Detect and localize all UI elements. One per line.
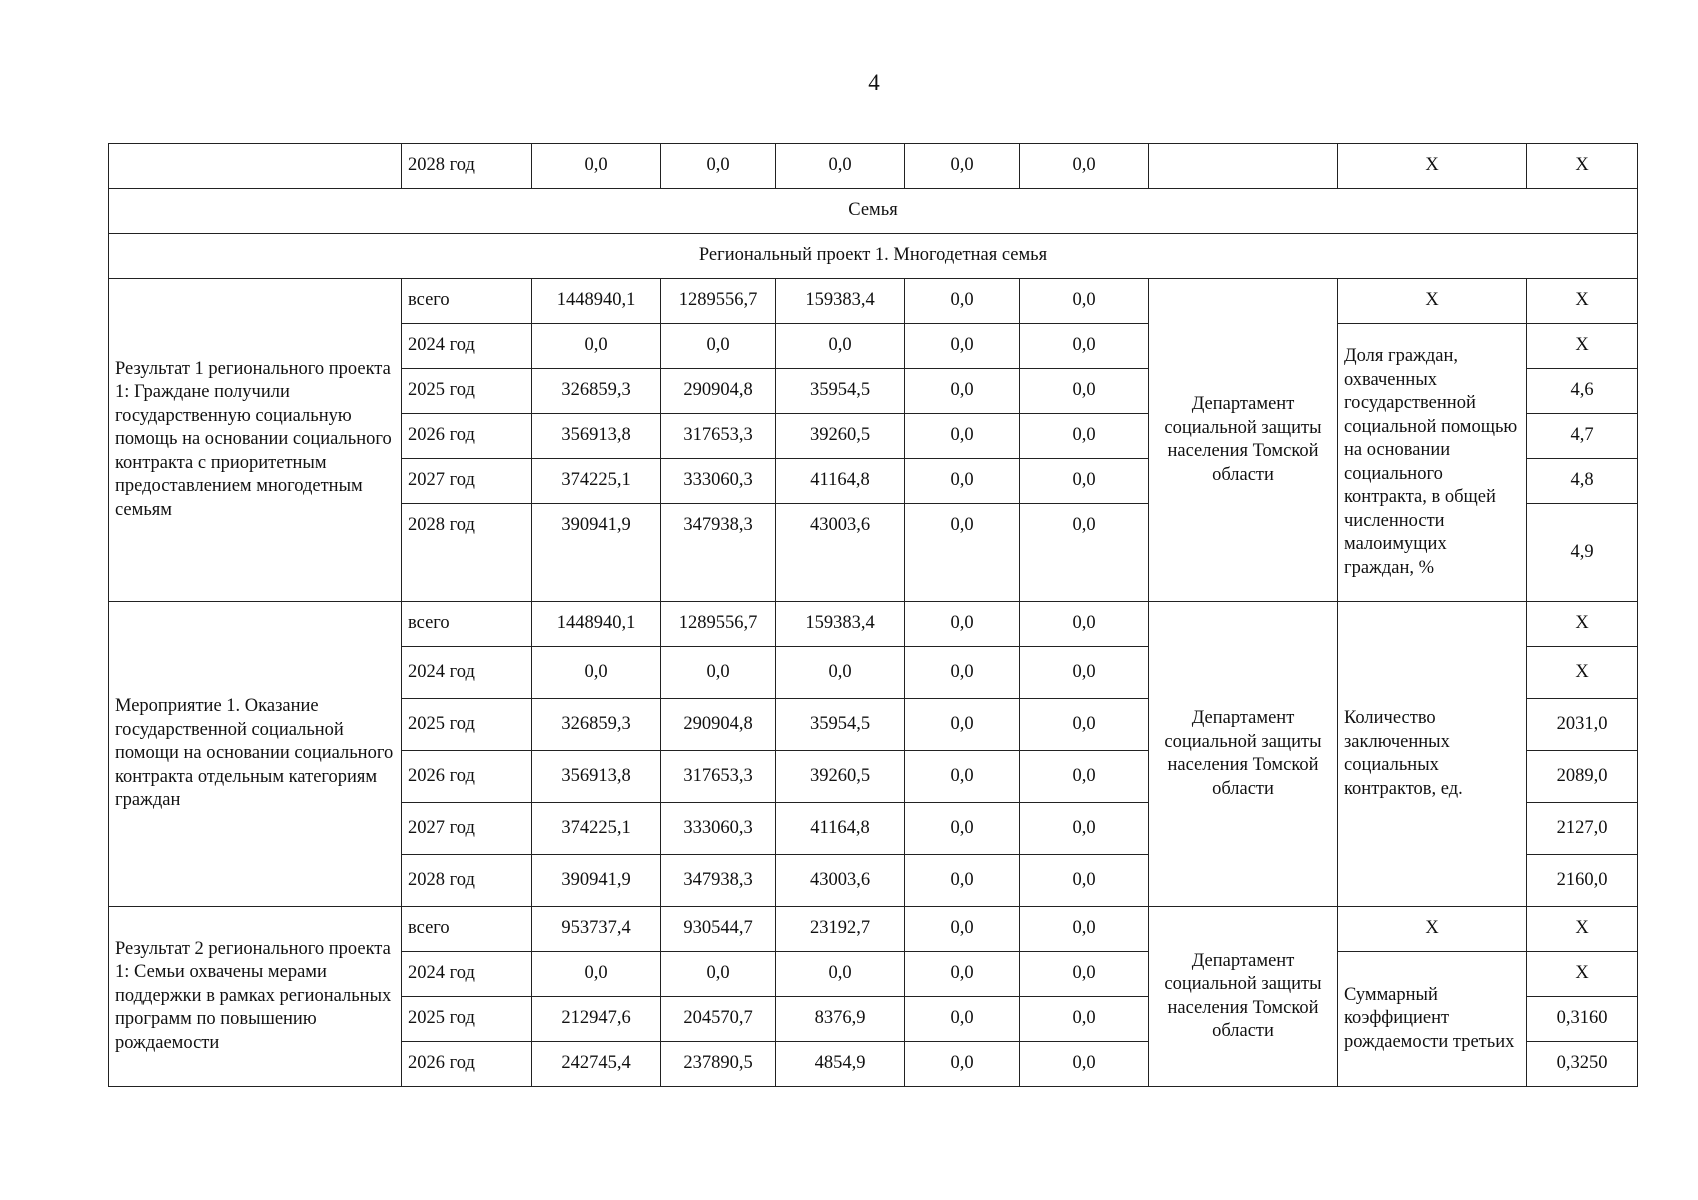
description-cell: Результат 1 регионального проекта 1: Граждане получили государственную социальную помощь на основании социального контракта с приоритетным предоставлением многодетным семьям	[109, 279, 402, 602]
department-cell: Департамент социальной защиты населения Томской области	[1149, 602, 1338, 907]
total-cell: 0,0	[532, 324, 661, 369]
period-cell: 2025 год	[402, 997, 532, 1042]
local-cell: 0,0	[905, 751, 1020, 803]
local-cell: 0,0	[905, 602, 1020, 647]
total-cell: 212947,6	[532, 997, 661, 1042]
target-cell: 4,8	[1527, 459, 1638, 504]
table-row	[109, 907, 1638, 952]
federal-cell: 290904,8	[661, 699, 776, 751]
project-title: Региональный проект 1. Многодетная семья	[109, 234, 1638, 279]
federal-cell: 1289556,7	[661, 602, 776, 647]
description-cell: Мероприятие 1. Оказание государственной социальной помощи на основании социального контракта отдельным категориям граждан	[109, 602, 402, 907]
period-cell: 2028 год	[402, 504, 532, 602]
total-cell: 953737,4	[532, 907, 661, 952]
program-table	[108, 143, 1638, 1087]
federal-cell: 0,0	[661, 952, 776, 997]
regional-cell: 8376,9	[776, 997, 905, 1042]
target-cell: 0,3250	[1527, 1042, 1638, 1087]
federal-cell: 0,0	[661, 144, 776, 189]
federal-cell: 237890,5	[661, 1042, 776, 1087]
indicator-cell: Доля граждан, охваченных государственной социальной помощью на основании социального контракта, в общей численности малоимущих граждан, %	[1338, 324, 1527, 602]
target-cell: Х	[1527, 144, 1638, 189]
total-cell: 1448940,1	[532, 602, 661, 647]
federal-cell: 930544,7	[661, 907, 776, 952]
total-cell: 356913,8	[532, 751, 661, 803]
description-cell	[109, 144, 402, 189]
target-cell: Х	[1527, 952, 1638, 997]
local-cell: 0,0	[905, 803, 1020, 855]
other-cell: 0,0	[1020, 144, 1149, 189]
federal-cell: 1289556,7	[661, 279, 776, 324]
regional-cell: 159383,4	[776, 279, 905, 324]
federal-cell: 333060,3	[661, 459, 776, 504]
total-cell: 390941,9	[532, 855, 661, 907]
period-cell: 2024 год	[402, 647, 532, 699]
federal-cell: 204570,7	[661, 997, 776, 1042]
description-cell: Результат 2 регионального проекта 1: Семьи охвачены мерами поддержки в рамках региональных программ по повышению рождаемости	[109, 907, 402, 1087]
period-cell: 2028 год	[402, 144, 532, 189]
total-cell: 356913,8	[532, 414, 661, 459]
target-cell: 4,6	[1527, 369, 1638, 414]
local-cell: 0,0	[905, 907, 1020, 952]
target-cell: 2089,0	[1527, 751, 1638, 803]
total-cell: 0,0	[532, 952, 661, 997]
federal-cell: 347938,3	[661, 504, 776, 602]
regional-cell: 23192,7	[776, 907, 905, 952]
period-cell: всего	[402, 602, 532, 647]
regional-cell: 43003,6	[776, 855, 905, 907]
regional-cell: 39260,5	[776, 751, 905, 803]
regional-cell: 0,0	[776, 647, 905, 699]
other-cell: 0,0	[1020, 504, 1149, 602]
regional-cell: 0,0	[776, 324, 905, 369]
indicator-cell: Х	[1338, 279, 1527, 324]
target-cell: 2160,0	[1527, 855, 1638, 907]
target-cell: Х	[1527, 602, 1638, 647]
regional-cell: 39260,5	[776, 414, 905, 459]
indicator-cell: Х	[1338, 907, 1527, 952]
period-cell: 2026 год	[402, 751, 532, 803]
other-cell: 0,0	[1020, 997, 1149, 1042]
period-cell: 2026 год	[402, 414, 532, 459]
local-cell: 0,0	[905, 504, 1020, 602]
target-cell: 4,7	[1527, 414, 1638, 459]
target-cell: Х	[1527, 279, 1638, 324]
local-cell: 0,0	[905, 997, 1020, 1042]
other-cell: 0,0	[1020, 855, 1149, 907]
total-cell: 390941,9	[532, 504, 661, 602]
period-cell: 2024 год	[402, 952, 532, 997]
other-cell: 0,0	[1020, 907, 1149, 952]
table-row	[109, 144, 1638, 189]
page-number: 4	[868, 70, 880, 95]
period-cell: всего	[402, 907, 532, 952]
local-cell: 0,0	[905, 952, 1020, 997]
department-cell: Департамент социальной защиты населения Томской области	[1149, 907, 1338, 1087]
federal-cell: 290904,8	[661, 369, 776, 414]
other-cell: 0,0	[1020, 459, 1149, 504]
total-cell: 242745,4	[532, 1042, 661, 1087]
other-cell: 0,0	[1020, 324, 1149, 369]
other-cell: 0,0	[1020, 369, 1149, 414]
other-cell: 0,0	[1020, 803, 1149, 855]
federal-cell: 333060,3	[661, 803, 776, 855]
table-row	[109, 602, 1638, 647]
period-cell: 2025 год	[402, 369, 532, 414]
table-row	[109, 279, 1638, 324]
local-cell: 0,0	[905, 855, 1020, 907]
target-cell: 4,9	[1527, 504, 1638, 602]
other-cell: 0,0	[1020, 414, 1149, 459]
target-cell: Х	[1527, 907, 1638, 952]
regional-cell: 35954,5	[776, 699, 905, 751]
regional-cell: 43003,6	[776, 504, 905, 602]
regional-cell: 0,0	[776, 952, 905, 997]
period-cell: 2025 год	[402, 699, 532, 751]
indicator-cell: Х	[1338, 144, 1527, 189]
other-cell: 0,0	[1020, 699, 1149, 751]
other-cell: 0,0	[1020, 1042, 1149, 1087]
other-cell: 0,0	[1020, 279, 1149, 324]
federal-cell: 0,0	[661, 324, 776, 369]
local-cell: 0,0	[905, 1042, 1020, 1087]
period-cell: 2027 год	[402, 459, 532, 504]
indicator-cell: Суммарный коэффициент рождаемости третьих	[1338, 952, 1527, 1087]
local-cell: 0,0	[905, 699, 1020, 751]
local-cell: 0,0	[905, 324, 1020, 369]
federal-cell: 0,0	[661, 647, 776, 699]
indicator-cell: Количество заключенных социальных контрактов, ед.	[1338, 602, 1527, 907]
local-cell: 0,0	[905, 414, 1020, 459]
total-cell: 326859,3	[532, 699, 661, 751]
local-cell: 0,0	[905, 279, 1020, 324]
target-cell: Х	[1527, 647, 1638, 699]
other-cell: 0,0	[1020, 952, 1149, 997]
local-cell: 0,0	[905, 144, 1020, 189]
federal-cell: 317653,3	[661, 414, 776, 459]
regional-cell: 35954,5	[776, 369, 905, 414]
regional-cell: 159383,4	[776, 602, 905, 647]
period-cell: 2028 год	[402, 855, 532, 907]
target-cell: Х	[1527, 324, 1638, 369]
other-cell: 0,0	[1020, 751, 1149, 803]
department-cell	[1149, 144, 1338, 189]
total-cell: 0,0	[532, 144, 661, 189]
federal-cell: 347938,3	[661, 855, 776, 907]
regional-cell: 41164,8	[776, 803, 905, 855]
target-cell: 0,3160	[1527, 997, 1638, 1042]
period-cell: 2024 год	[402, 324, 532, 369]
federal-cell: 317653,3	[661, 751, 776, 803]
target-cell: 2031,0	[1527, 699, 1638, 751]
period-cell: всего	[402, 279, 532, 324]
other-cell: 0,0	[1020, 602, 1149, 647]
total-cell: 0,0	[532, 647, 661, 699]
regional-cell: 4854,9	[776, 1042, 905, 1087]
total-cell: 374225,1	[532, 459, 661, 504]
other-cell: 0,0	[1020, 647, 1149, 699]
regional-cell: 0,0	[776, 144, 905, 189]
period-cell: 2026 год	[402, 1042, 532, 1087]
project-row	[109, 234, 1638, 279]
total-cell: 1448940,1	[532, 279, 661, 324]
total-cell: 326859,3	[532, 369, 661, 414]
local-cell: 0,0	[905, 647, 1020, 699]
local-cell: 0,0	[905, 369, 1020, 414]
target-cell: 2127,0	[1527, 803, 1638, 855]
section-row	[109, 189, 1638, 234]
period-cell: 2027 год	[402, 803, 532, 855]
department-cell: Департамент социальной защиты населения Томской области	[1149, 279, 1338, 602]
local-cell: 0,0	[905, 459, 1020, 504]
regional-cell: 41164,8	[776, 459, 905, 504]
section-title: Семья	[109, 189, 1638, 234]
total-cell: 374225,1	[532, 803, 661, 855]
